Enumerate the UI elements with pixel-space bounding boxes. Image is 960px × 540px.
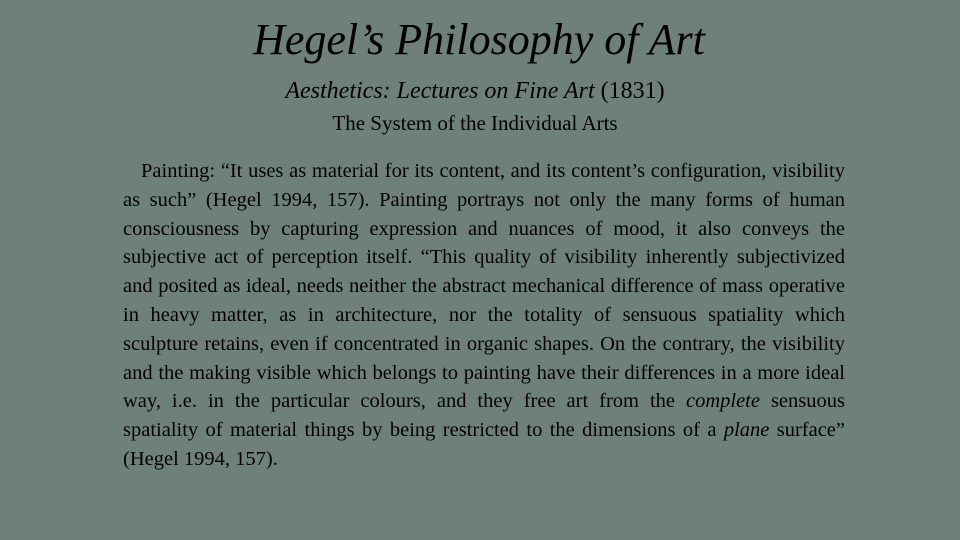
body-text-part-2: sensuous spatiality of material things by being restricted to the dimensions of a [123,390,845,442]
slide-subtitle [0,76,950,106]
subtitle-work-title: Aesthetics: Lectures on Fine Art [285,78,595,104]
slide-title [0,12,960,68]
body-text-part-1: Painting: “It uses as material for its content, and its content’s configuration, visibility as such” (Hegel 1994, 157). Painting portrays not only the many forms of human consciousness by capturing expression and nuances of mood, it also conveys the subjective act of perception itself. “This quality of visibility inherently subjectivized and posited as ideal, needs neither the abstract mechanical difference of mass operative in heavy matter, as in architecture, nor the totality of sensuous spatiality which sculpture retains, even if concentrated in organic shapes. On the contrary, the visibility and the making visible which belongs to painting have their differences in a more ideal way, i.e. in the particular colours, and they free art from the [123,160,845,413]
subtitle-year: (1831) [600,78,665,104]
body-text-part-3: surface” (Hegel 1994, 157). [123,419,846,470]
slide-title-text: Hegel’s Philosophy of Art [253,15,705,64]
body-emphasis-plane: plane [723,419,770,442]
body-emphasis-complete: complete [685,390,760,413]
body-paragraph [123,157,845,474]
section-heading: The System of the Individual Arts [332,111,618,135]
